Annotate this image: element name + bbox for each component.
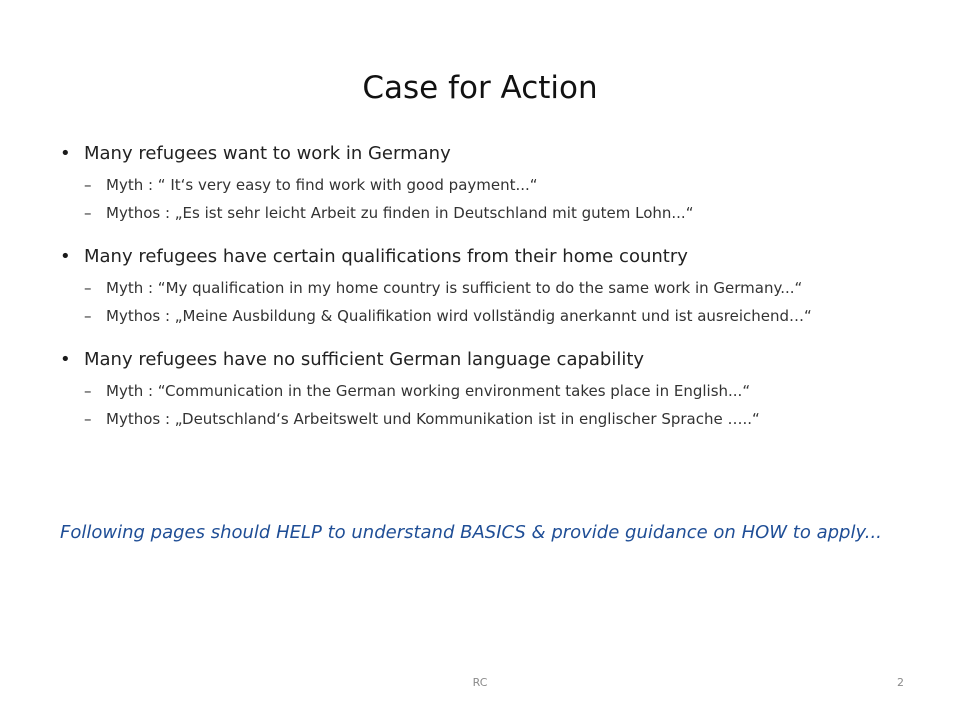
bullet-dot-icon: • [60, 349, 71, 370]
sub-point [84, 405, 940, 433]
sub-point-text: Mythos : „Deutschland‘s Arbeitswelt und Kommunikation ist in englischer Sprache …..“ [106, 410, 760, 428]
page-number: 2 [897, 676, 904, 689]
sub-list [84, 171, 940, 227]
dash-icon: – [84, 410, 92, 428]
sub-list [84, 377, 940, 433]
bullet-text: Many refugees have certain qualifications from their home country [84, 246, 688, 267]
dash-icon: – [84, 176, 92, 194]
sub-point [84, 274, 940, 302]
bullet-point [60, 138, 940, 227]
dash-icon: – [84, 382, 92, 400]
bullet-dot-icon: • [60, 143, 71, 164]
slide-title: Case for Action [362, 70, 598, 106]
sub-point-text: Mythos : „Es ist sehr leicht Arbeit zu finden in Deutschland mit gutem Lohn...“ [106, 204, 694, 222]
bullet-point [60, 344, 940, 433]
bullet-text: Many refugees want to work in Germany [84, 143, 451, 164]
sub-point-text: Myth : “ It‘s very easy to find work with good payment...“ [106, 176, 538, 194]
bullet-list [60, 138, 940, 447]
dash-icon: – [84, 279, 92, 297]
sub-point-text: Mythos : „Meine Ausbildung & Qualifikation wird vollständig anerkannt und ist ausreichend…“ [106, 307, 812, 325]
sub-point [84, 199, 940, 227]
bullet-point [60, 241, 940, 330]
sub-point [84, 302, 940, 330]
sub-point [84, 377, 940, 405]
sub-point [84, 171, 940, 199]
sub-point-text: Myth : “My qualification in my home country is sufficient to do the same work in Germany...“ [106, 279, 803, 297]
sub-list [84, 274, 940, 330]
footer-author: RC [472, 676, 488, 689]
sub-point-text: Myth : “Communication in the German working environment takes place in English...“ [106, 382, 751, 400]
bullet-dot-icon: • [60, 246, 71, 267]
dash-icon: – [84, 307, 92, 325]
dash-icon: – [84, 204, 92, 222]
bullet-text: Many refugees have no sufficient German language capability [84, 349, 645, 370]
call-to-action-text: Following pages should HELP to understand BASICS & provide guidance on HOW to apply... [60, 522, 882, 543]
